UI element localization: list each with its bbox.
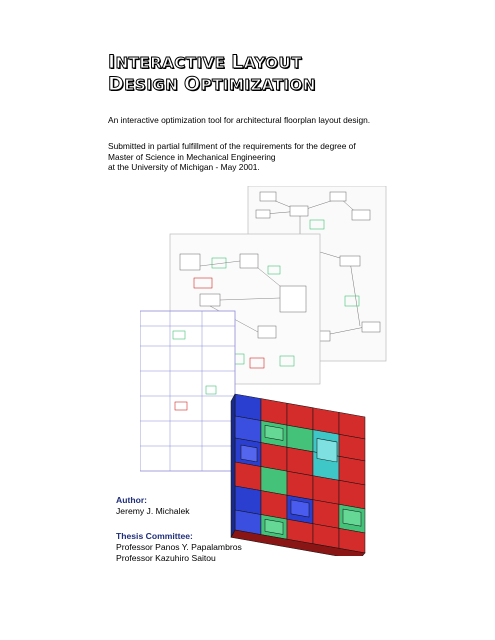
committee-member: Professor Kazuhiro Saitou <box>116 552 216 563</box>
submission-line-1: Submitted in partial fulfillment of the requirements for the degree of <box>108 141 356 151</box>
author-label: Author: <box>116 495 148 505</box>
submission-line-3: at the University of Michigan - May 2001. <box>108 162 260 173</box>
floorplan-sheet <box>140 311 235 471</box>
title-line-1: INTERACTIVE LAYOUT <box>108 51 302 73</box>
submission-line-2: Master of Science in Mechanical Engineering <box>108 151 276 162</box>
description-paragraph: An interactive optimization tool for architectural floorplan layout design. <box>108 115 371 125</box>
document-title <box>108 52 316 96</box>
committee-label: Thesis Committee: <box>116 531 193 541</box>
title-line-2: DESIGN OPTIMIZATION <box>108 73 316 95</box>
submission-paragraph <box>108 141 356 173</box>
author-block <box>116 495 190 517</box>
committee-member: Professor Panos Y. Papalambros <box>116 541 242 552</box>
3d-block-model <box>231 393 365 556</box>
author-name: Jeremy J. Michalek <box>116 505 190 516</box>
committee-block <box>116 531 242 563</box>
